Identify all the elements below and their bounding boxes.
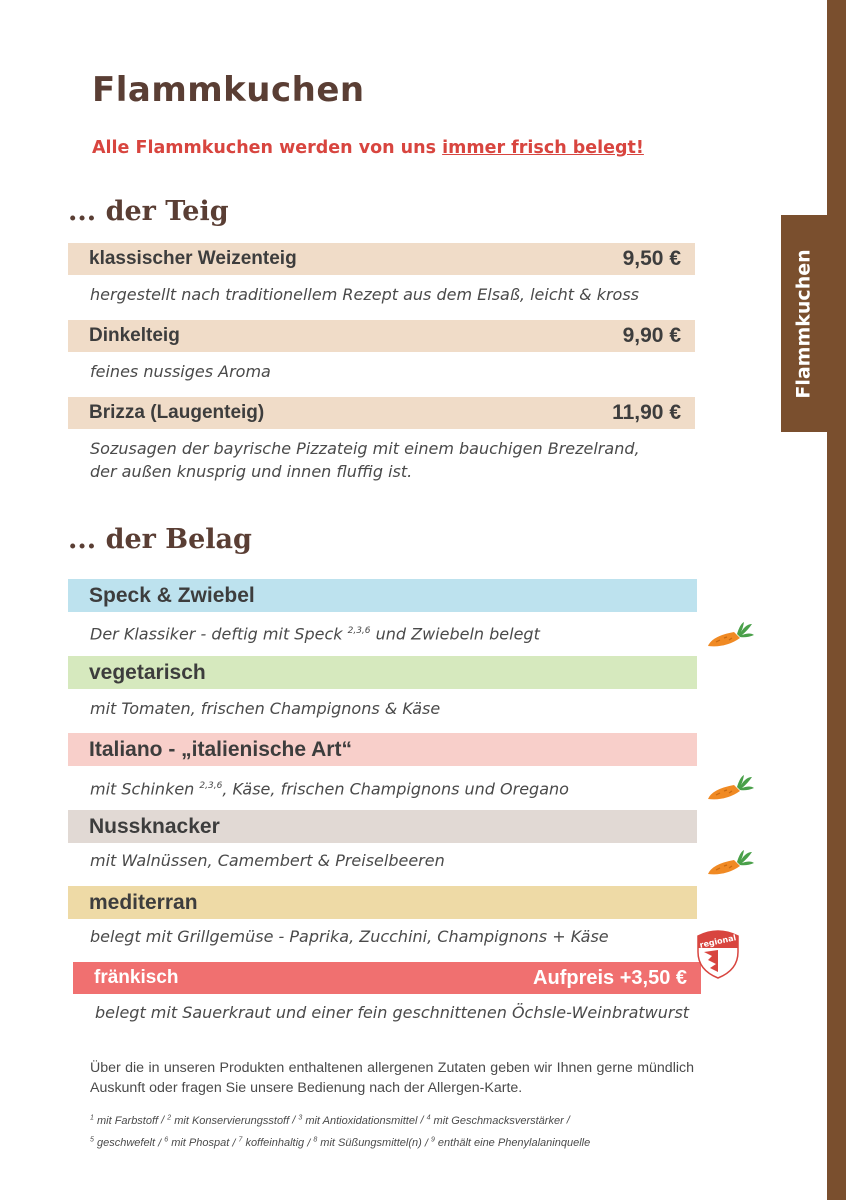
subtitle-text: Alle Flammkuchen werden von uns [92,138,443,158]
allergen-note: Über die in unseren Produkten enthaltenen allergenen Zutaten geben wir Ihnen gerne mündlich Auskunft oder fragen Sie unsere Bedienung nach der Allergen-Karte. [90,1060,694,1096]
desc-part: Der Klassiker - deftig mit Speck [90,624,348,644]
item-name: Speck & Zwiebel [89,583,255,607]
allergen-entry: $^1$ mit Farbstoff [90,1114,159,1127]
item-price: 9,90 € [622,324,681,347]
item-name: Brizza (Laugenteig) [89,402,265,423]
item-description: mit Walnüssen, Camembert & Preiselbeeren [90,851,445,870]
allergen-legend: $^1$ mit Farbstoff / $^2$ mit Konservierungsstoff / $^3$ mit Antioxidationsmittel / $^4$ mit Geschmacksverstärker / $^5$ geschwefelt / $^6$ mit Phospat / $^7$ koffeinhaltig / $^8$ mit Süßungsmittel(n) / $^9$ enthält eine Phenylalaninquelle [90,1114,591,1150]
desc-part: , Käse, frischen Champignons und Oregano [222,779,569,799]
menu-item-fraenkisch [73,962,701,994]
item-name: mediterran [89,890,198,914]
menu-item-weizenteig [68,243,695,275]
menu-item-nussknacker [68,810,697,843]
subtitle-emphasis: immer frisch belegt! [442,138,644,158]
carrot-icon [704,771,756,805]
page-title: Flammkuchen [92,70,365,110]
item-name: Italiano - „italienische Art“ [89,737,352,761]
item-description [90,620,540,645]
teig-heading: ... der Teig [68,196,229,227]
item-name: klassischer Weizenteig [89,248,297,269]
menu-item-dinkelteig [68,320,695,352]
item-price: 9,50 € [622,247,681,270]
allergen-entry: $^4$ mit Geschmacksverstärker [426,1114,564,1127]
badge-text: regional [698,933,738,950]
item-name: Dinkelteig [89,325,180,346]
item-description: mit Tomaten, frischen Champignons & Käse [90,699,441,718]
allergen-sup: 2,3,6 [199,781,223,791]
side-tab-label: Flammkuchen [793,248,815,399]
allergen-entry: $^7$ koffeinhaltig [238,1136,305,1150]
allergen-entry: $^5$ geschwefelt [90,1136,156,1150]
allergen-sup: 2,3,6 [347,626,371,636]
desc-part: und Zwiebeln belegt [370,624,540,644]
desc-line-2: der außen knusprig und innen fluffig ist. [90,462,413,481]
item-name: fränkisch [94,967,179,988]
item-name: Nussknacker [89,814,220,838]
belag-heading: ... der Belag [68,524,252,555]
item-description [90,437,640,483]
menu-item-vegetarisch [68,656,697,689]
menu-item-italiano [68,733,697,766]
item-price: Aufpreis +3,50 € [533,966,687,989]
item-price: 11,90 € [612,401,681,424]
menu-item-mediterran [68,886,697,919]
carrot-icon [704,846,756,880]
allergen-entry: $^2$ mit Konservierungsstoff [167,1114,290,1127]
allergen-entry: $^6$ mit Phospat [164,1136,230,1150]
subtitle [92,138,644,158]
item-description [90,775,569,800]
regional-badge-icon [694,928,742,980]
item-description: belegt mit Grillgemüse - Paprika, Zucchini, Champignons + Käse [90,927,609,946]
desc-part: mit Schinken [90,779,200,799]
right-border-stripe [827,0,846,1200]
side-tab [781,215,827,432]
menu-item-brizza [68,397,695,429]
allergen-entry: $^9$ enthält eine Phenylalaninquelle [430,1136,591,1150]
item-description: feines nussiges Aroma [90,362,271,381]
desc-line-1: Sozusagen der bayrische Pizzateig mit einem bauchigen Brezelrand, [90,439,640,458]
carrot-icon [704,618,756,652]
item-name: vegetarisch [89,660,206,684]
allergen-entry: $^3$ mit Antioxidationsmittel [298,1114,418,1127]
allergen-entry: $^8$ mit Süßungsmittel(n) [313,1136,422,1150]
item-description: belegt mit Sauerkraut und einer fein geschnittenen Öchsle-Weinbratwurst [95,1003,690,1022]
item-description: hergestellt nach traditionellem Rezept aus dem Elsaß, leicht & kross [90,285,639,304]
menu-item-speck-zwiebel [68,579,697,612]
